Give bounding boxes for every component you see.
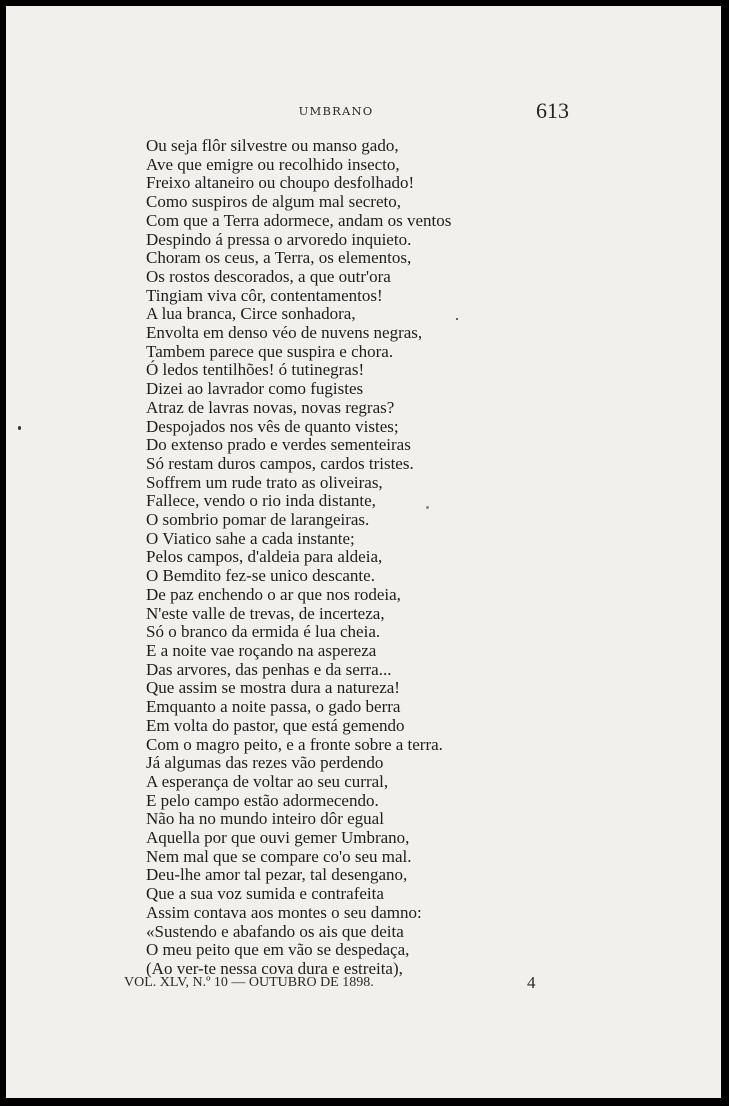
book-page bbox=[6, 6, 721, 1098]
poem-line: Deu-lhe amor tal pezar, tal desengano, bbox=[146, 865, 408, 885]
poem-line: Já algumas das rezes vão perdendo bbox=[146, 753, 384, 773]
poem-line: Com o magro peito, e a fronte sobre a terra. bbox=[146, 734, 443, 754]
poem-line: Tingiam viva côr, contentamentos! bbox=[146, 285, 383, 305]
poem-line: N'este valle de trevas, de incerteza, bbox=[146, 603, 385, 623]
poem-line: Que a sua voz sumida e contrafeita bbox=[146, 884, 384, 904]
poem-line: E pelo campo estão adormecendo. bbox=[146, 790, 379, 810]
poem-line: Ou seja flôr silvestre ou manso gado, bbox=[146, 136, 399, 155]
poem-line: Com que a Terra adormece, andam os ventos bbox=[146, 210, 452, 230]
poem-line: Pelos campos, d'aldeia para aldeia, bbox=[146, 547, 383, 567]
poem-line: Despindo á pressa o arvoredo inquieto. bbox=[146, 229, 412, 249]
poem-line: Dizei ao lavrador como fugistes bbox=[146, 379, 364, 399]
signature-mark: 4 bbox=[527, 973, 536, 992]
poem-line: Nem mal que se compare co'o seu mal. bbox=[146, 846, 412, 866]
poem-line: Freixo altaneiro ou choupo desfolhado! bbox=[146, 173, 415, 193]
page-number: 613 bbox=[536, 98, 569, 123]
poem-line: Em volta do pastor, que está gemendo bbox=[146, 715, 405, 735]
poem-line: «Sustendo e abafando os ais que deita bbox=[146, 921, 404, 941]
poem-line: Ave que emigre ou recolhido insecto, bbox=[146, 154, 400, 174]
poem-line: O Viatico sahe a cada instante; bbox=[146, 528, 355, 548]
poem-line: Das arvores, das penhas e da serra... bbox=[146, 659, 392, 679]
poem-line: Só restam duros campos, cardos tristes. bbox=[146, 453, 414, 473]
poem-line: Choram os ceus, a Terra, os elementos, bbox=[146, 248, 412, 268]
volume-line: VOL. XLV, N.º 10 — OUTUBRO DE 1898. bbox=[124, 975, 374, 990]
poem-line: Como suspiros de algum mal secreto, bbox=[146, 192, 401, 212]
poem-line: Emquanto a noite passa, o gado berra bbox=[146, 697, 401, 717]
poem-line: Do extenso prado e verdes sementeiras bbox=[146, 435, 411, 455]
poem-line: Os rostos descorados, a que outr'ora bbox=[146, 266, 391, 286]
poem-line: Não ha no mundo inteiro dôr egual bbox=[146, 809, 384, 829]
poem-line: Aquella por que ouvi gemer Umbrano, bbox=[146, 828, 410, 848]
poem-line: O meu peito que em vão se despedaça, bbox=[146, 940, 410, 960]
print-speck bbox=[18, 426, 21, 430]
poem-line: Envolta em denso véo de nuvens negras, bbox=[146, 323, 423, 343]
poem bbox=[146, 137, 451, 979]
poem-line: Tambem parece que suspira e chora. bbox=[146, 341, 394, 361]
running-title: UMBRANO bbox=[298, 104, 374, 118]
poem-line: Que assim se mostra dura a natureza! bbox=[146, 678, 400, 698]
poem-line: A lua branca, Circe sonhadora, bbox=[146, 304, 356, 324]
poem-line: Ó ledos tentilhões! ó tutinegras! bbox=[146, 360, 365, 380]
print-speck bbox=[426, 506, 429, 509]
poem-line: A esperança de voltar ao seu curral, bbox=[146, 771, 389, 791]
poem-line: Assim contava aos montes o seu damno: bbox=[146, 902, 422, 922]
poem-line: Soffrem um rude trato as oliveiras, bbox=[146, 472, 383, 492]
poem-line: Atraz de lavras novas, novas regras? bbox=[146, 397, 395, 417]
poem-line: E a noite vae roçando na aspereza bbox=[146, 640, 377, 660]
poem-line: De paz enchendo o ar que nos rodeia, bbox=[146, 584, 401, 604]
poem-line: Fallece, vendo o rio inda distante, bbox=[146, 491, 376, 511]
poem-line: Despojados nos vês de quanto vistes; bbox=[146, 416, 399, 436]
poem-line: Só o branco da ermida é lua cheia. bbox=[146, 622, 381, 642]
poem-line: O Bemdito fez-se unico descante. bbox=[146, 566, 375, 586]
print-speck bbox=[456, 318, 458, 320]
poem-line: (Ao ver-te nessa cova dura e estreita), bbox=[146, 958, 403, 978]
poem-line: O sombrio pomar de larangeiras. bbox=[146, 510, 370, 530]
